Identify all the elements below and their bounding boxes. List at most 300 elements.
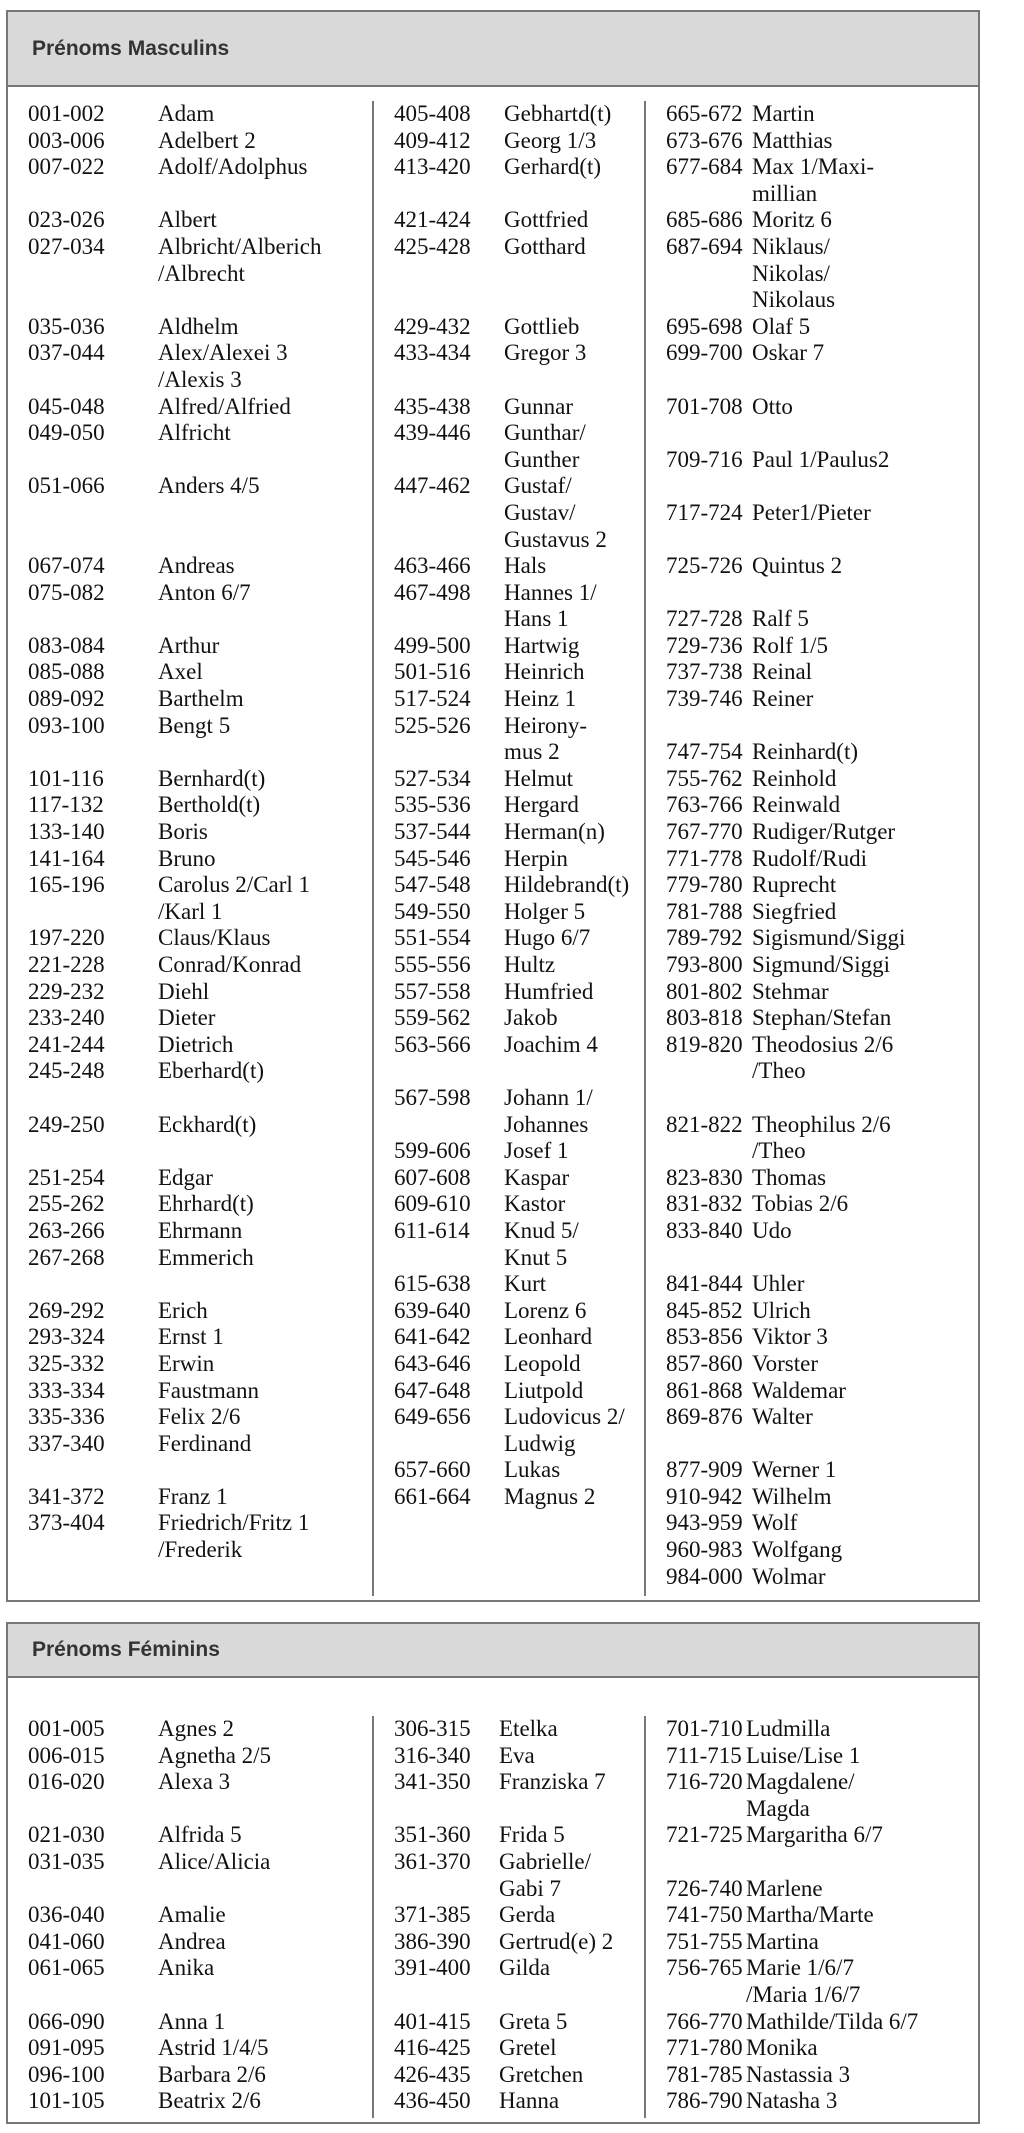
first-name: Axel <box>158 659 203 685</box>
first-name: Reinal <box>752 659 813 685</box>
table-row <box>374 1058 644 1085</box>
name-code-range: 007-022 <box>28 154 105 180</box>
table-row <box>8 2035 372 2062</box>
first-name: Gretchen <box>499 2061 584 2087</box>
first-name: Agnes 2 <box>158 1716 235 1741</box>
table-row <box>8 181 372 208</box>
table-row <box>646 1716 978 1743</box>
table-row <box>8 340 372 393</box>
first-name: Hildebrand(t) <box>504 872 630 898</box>
name-code-range: 386-390 <box>394 1928 471 1954</box>
name-code-range: 036-040 <box>28 1902 105 1928</box>
table-row <box>8 1218 372 1245</box>
name-code-range: 421-424 <box>394 207 471 233</box>
name-code-range: 525-526 <box>394 712 471 738</box>
first-name: Moritz 6 <box>752 207 832 233</box>
table-row <box>8 952 372 979</box>
table-row <box>374 1849 644 1902</box>
table-row <box>646 500 978 527</box>
table-row <box>646 1431 978 1458</box>
table-row <box>646 1902 978 1929</box>
name-code-range: 429-432 <box>394 313 471 339</box>
table-row <box>646 925 978 952</box>
first-name: Heirony- mus 2 <box>504 712 588 765</box>
name-code-range: 535-536 <box>394 792 471 818</box>
table-row <box>8 1404 372 1431</box>
table-row <box>8 633 372 660</box>
table-row <box>374 473 644 553</box>
first-name: Leonhard <box>504 1324 593 1350</box>
table-row <box>646 1298 978 1325</box>
first-name: Martin <box>752 101 815 126</box>
first-name: Sigmund/Siggi <box>752 952 891 978</box>
first-name: Frida 5 <box>499 1822 565 1848</box>
table-row <box>8 580 372 607</box>
name-code-range: 739-746 <box>666 686 743 712</box>
first-name: Reiner <box>752 686 814 712</box>
table-row <box>8 1955 372 1982</box>
name-code-range: 501-516 <box>394 659 471 685</box>
name-code-range: 737-738 <box>666 659 743 685</box>
first-name: Knud 5/ Knut 5 <box>504 1217 579 1270</box>
first-name: Leopold <box>504 1350 581 1376</box>
first-name: Alfred/Alfried <box>158 393 291 419</box>
table-row <box>374 420 644 473</box>
table-row <box>8 713 372 740</box>
table-row <box>374 2062 644 2089</box>
name-code-range: 267-268 <box>28 1244 105 1270</box>
first-name: Joachim 4 <box>504 1031 598 1057</box>
table-row <box>646 1876 978 1903</box>
first-name: Boris <box>158 819 208 845</box>
table-row <box>374 1298 644 1325</box>
name-code-range: 467-498 <box>394 579 471 605</box>
table-row <box>646 1324 978 1351</box>
table-row <box>8 234 372 287</box>
name-code-range: 657-660 <box>394 1457 471 1483</box>
table-row <box>8 1929 372 1956</box>
table-row <box>646 659 978 686</box>
table-row <box>374 394 644 421</box>
name-code-range: 335-336 <box>28 1404 105 1430</box>
first-name: Berthold(t) <box>158 792 261 818</box>
table-row <box>646 872 978 899</box>
table-row <box>8 1849 372 1876</box>
table-row <box>646 1378 978 1405</box>
name-code-range: 801-802 <box>666 978 743 1004</box>
table-row <box>646 527 978 554</box>
name-code-range: 756-765 <box>666 1955 743 1981</box>
name-code-range: 361-370 <box>394 1848 471 1874</box>
first-name: Andreas <box>158 553 235 579</box>
table-row <box>646 420 978 447</box>
table-row <box>374 1796 644 1823</box>
first-name: Wolfgang <box>752 1537 843 1563</box>
table-row <box>8 128 372 155</box>
first-name: Hultz <box>504 952 556 978</box>
first-name: Edgar <box>158 1164 213 1190</box>
table-row <box>8 1796 372 1823</box>
table-row <box>374 633 644 660</box>
first-name: Eberhard(t) <box>158 1058 264 1084</box>
name-code-range: 075-082 <box>28 579 105 605</box>
name-code-range: 035-036 <box>28 313 105 339</box>
table-row <box>374 713 644 766</box>
name-code-range: 016-020 <box>28 1769 105 1795</box>
table-row <box>646 580 978 607</box>
table-row <box>646 1849 978 1876</box>
first-name: Friedrich/Fritz 1 /Frederik <box>158 1510 310 1563</box>
first-name: Dieter <box>158 1005 216 1031</box>
first-name: Etelka <box>499 1716 558 1741</box>
name-code-range: 463-466 <box>394 553 471 579</box>
first-name: Alfrida 5 <box>158 1822 242 1848</box>
first-name: Ehrmann <box>158 1217 243 1243</box>
name-code-range: 563-566 <box>394 1031 471 1057</box>
name-code-range: 255-262 <box>28 1191 105 1217</box>
table-row <box>646 713 978 740</box>
name-code-range: 767-770 <box>666 819 743 845</box>
name-code-range: 037-044 <box>28 340 105 366</box>
first-name: Heinrich <box>504 659 585 685</box>
first-name: Anders 4/5 <box>158 473 260 499</box>
table-row <box>374 1218 644 1271</box>
table-row <box>646 553 978 580</box>
name-code-range: 615-638 <box>394 1271 471 1297</box>
table-row <box>374 766 644 793</box>
table-row <box>8 207 372 234</box>
table-row <box>374 846 644 873</box>
table-row <box>8 1324 372 1351</box>
name-code-range: 433-434 <box>394 340 471 366</box>
first-name: Gilda <box>499 1955 551 1981</box>
first-name: Hartwig <box>504 632 580 658</box>
name-code-range: 436-450 <box>394 2088 471 2114</box>
first-name: Martha/Marte <box>746 1902 874 1928</box>
table-row <box>374 261 644 314</box>
table-row <box>8 394 372 421</box>
name-code-range: 031-035 <box>28 1848 105 1874</box>
name-code-range: 337-340 <box>28 1430 105 1456</box>
table-row <box>646 2088 978 2115</box>
first-name: Nastassia 3 <box>746 2061 851 2087</box>
table-row <box>374 1138 644 1165</box>
masculine-column-2 <box>374 101 646 1596</box>
table-row <box>8 154 372 181</box>
table-row <box>374 1743 644 1770</box>
table-row <box>374 1902 644 1929</box>
first-name: Gottlieb <box>504 313 580 339</box>
first-name: Helmut <box>504 765 573 791</box>
table-row <box>646 340 978 367</box>
table-row <box>646 819 978 846</box>
name-code-range: 333-334 <box>28 1377 105 1403</box>
first-name: Lorenz 6 <box>504 1297 587 1323</box>
name-code-range: 066-090 <box>28 2008 105 2034</box>
first-name: Franziska 7 <box>499 1769 606 1795</box>
table-row <box>8 1112 372 1139</box>
table-row <box>646 1769 978 1822</box>
table-row <box>646 1484 978 1511</box>
table-row <box>374 1165 644 1192</box>
name-code-range: 249-250 <box>28 1111 105 1137</box>
table-row <box>646 952 978 979</box>
first-name: Gerda <box>499 1902 556 1928</box>
name-code-range: 527-534 <box>394 765 471 791</box>
first-name: Vorster <box>752 1350 819 1376</box>
table-row <box>8 766 372 793</box>
table-row <box>8 101 372 128</box>
table-row <box>8 925 372 952</box>
first-name: Alex/Alexei 3 /Alexis 3 <box>158 340 288 392</box>
name-code-range: 755-762 <box>666 765 743 791</box>
name-code-range: 416-425 <box>394 2035 471 2061</box>
name-code-range: 251-254 <box>28 1164 105 1190</box>
name-code-range: 439-446 <box>394 420 471 446</box>
name-code-range: 910-942 <box>666 1483 743 1509</box>
table-row <box>646 2035 978 2062</box>
name-code-range: 727-728 <box>666 606 743 632</box>
name-code-range: 695-698 <box>666 313 743 339</box>
table-row <box>374 952 644 979</box>
masculine-section-title: Prénoms Masculins <box>8 12 978 87</box>
name-code-range: 401-415 <box>394 2008 471 2034</box>
name-code-range: 241-244 <box>28 1031 105 1057</box>
name-code-range: 647-648 <box>394 1377 471 1403</box>
table-row <box>646 234 978 314</box>
name-code-range: 001-005 <box>28 1716 105 1741</box>
first-name: Siegfried <box>752 898 837 924</box>
first-name: Josef 1 <box>504 1138 569 1164</box>
feminine-column-3 <box>646 1716 978 2118</box>
table-row <box>8 553 372 580</box>
name-code-range: 609-610 <box>394 1191 471 1217</box>
name-code-range: 085-088 <box>28 659 105 685</box>
name-code-range: 101-105 <box>28 2088 105 2114</box>
first-name: Lukas <box>504 1457 561 1483</box>
table-row <box>8 1484 372 1511</box>
table-row <box>8 1902 372 1929</box>
table-row <box>646 846 978 873</box>
name-code-range: 045-048 <box>28 393 105 419</box>
table-row <box>374 1716 644 1743</box>
first-name: Hals <box>504 553 547 579</box>
first-name: Gregor 3 <box>504 340 587 366</box>
name-code-range: 405-408 <box>394 101 471 126</box>
first-name: Alexa 3 <box>158 1769 231 1795</box>
table-row <box>8 739 372 766</box>
first-name: Anton 6/7 <box>158 579 251 605</box>
name-code-range: 413-420 <box>394 154 471 180</box>
first-name: Erich <box>158 1297 208 1323</box>
first-name: Wolmar <box>752 1563 826 1589</box>
name-code-range: 293-324 <box>28 1324 105 1350</box>
name-code-range: 001-002 <box>28 101 105 126</box>
name-code-range: 771-780 <box>666 2035 743 2061</box>
table-row <box>374 979 644 1006</box>
table-row <box>8 1351 372 1378</box>
table-row <box>374 1032 644 1059</box>
table-row <box>374 872 644 899</box>
table-row <box>8 1822 372 1849</box>
name-code-range: 557-558 <box>394 978 471 1004</box>
first-name: Adam <box>158 101 215 126</box>
name-code-range: 779-780 <box>666 872 743 898</box>
table-row <box>646 1537 978 1564</box>
table-row <box>8 420 372 447</box>
first-name: Ernst 1 <box>158 1324 224 1350</box>
feminine-section-title: Prénoms Féminins <box>8 1624 978 1678</box>
table-row <box>646 899 978 926</box>
table-row <box>374 2009 644 2036</box>
name-code-range: 599-606 <box>394 1138 471 1164</box>
table-row <box>646 2062 978 2089</box>
first-name: Olaf 5 <box>752 313 811 339</box>
table-row <box>646 367 978 394</box>
first-name: Stehmar <box>752 978 829 1004</box>
first-name: Udo <box>752 1217 792 1243</box>
first-name: Matthias <box>752 127 833 153</box>
first-name: Eva <box>499 1742 535 1768</box>
name-code-range: 341-372 <box>28 1483 105 1509</box>
table-row <box>8 1769 372 1796</box>
table-row <box>646 101 978 128</box>
name-code-range: 833-840 <box>666 1217 743 1243</box>
first-name: Adelbert 2 <box>158 127 256 153</box>
name-code-range: 845-852 <box>666 1297 743 1323</box>
name-code-range: 639-640 <box>394 1297 471 1323</box>
first-name: Agnetha 2/5 <box>158 1742 272 1768</box>
first-name: Johann 1/ Johannes <box>504 1084 593 1137</box>
name-code-range: 041-060 <box>28 1928 105 1954</box>
table-row <box>374 819 644 846</box>
table-row <box>646 1510 978 1537</box>
table-row <box>374 128 644 155</box>
table-row <box>374 1005 644 1032</box>
table-row <box>8 314 372 341</box>
first-name: Wilhelm <box>752 1483 832 1509</box>
first-name: Hannes 1/ Hans 1 <box>504 579 597 632</box>
table-row <box>8 473 372 500</box>
table-row <box>646 1191 978 1218</box>
table-row <box>374 686 644 713</box>
name-code-range: 316-340 <box>394 1742 471 1768</box>
first-name: Ehrhard(t) <box>158 1191 254 1217</box>
first-name: Uhler <box>752 1271 805 1297</box>
name-code-range: 641-642 <box>394 1324 471 1350</box>
first-name: Niklaus/ Nikolas/ Nikolaus <box>752 233 836 313</box>
feminine-names-table <box>6 1622 980 2124</box>
name-code-range: 093-100 <box>28 712 105 738</box>
first-name: Kastor <box>504 1191 566 1217</box>
name-code-range: 984-000 <box>666 1563 743 1589</box>
table-row <box>8 447 372 474</box>
table-row <box>374 207 644 234</box>
table-row <box>8 606 372 633</box>
table-row <box>646 1218 978 1245</box>
table-row <box>8 1431 372 1458</box>
table-row <box>8 1191 372 1218</box>
name-code-range: 027-034 <box>28 233 105 259</box>
name-code-range: 006-015 <box>28 1742 105 1768</box>
name-code-range: 325-332 <box>28 1350 105 1376</box>
first-name: Tobias 2/6 <box>752 1191 849 1217</box>
name-code-range: 781-788 <box>666 898 743 924</box>
name-code-range: 391-400 <box>394 1955 471 1981</box>
name-code-range: 725-726 <box>666 553 743 579</box>
name-code-range: 729-736 <box>666 632 743 658</box>
name-code-range: 716-720 <box>666 1769 743 1795</box>
first-name: Waldemar <box>752 1377 846 1403</box>
first-name: Emmerich <box>158 1244 254 1270</box>
table-row <box>374 181 644 208</box>
table-row <box>374 1769 644 1796</box>
table-row <box>8 1005 372 1032</box>
first-name: Georg 1/3 <box>504 127 597 153</box>
name-code-range: 741-750 <box>666 1902 743 1928</box>
first-name: Eckhard(t) <box>158 1111 257 1137</box>
table-row <box>374 1982 644 2009</box>
table-row <box>646 1564 978 1591</box>
name-code-range: 853-856 <box>666 1324 743 1350</box>
first-name: Martina <box>746 1928 819 1954</box>
table-row <box>374 1324 644 1351</box>
first-name: Ferdinand <box>158 1430 252 1456</box>
first-name: Wolf <box>752 1510 798 1536</box>
first-name: Franz 1 <box>158 1483 228 1509</box>
table-row <box>646 1112 978 1165</box>
table-row <box>374 1351 644 1378</box>
first-name: Quintus 2 <box>752 553 843 579</box>
table-row <box>8 2062 372 2089</box>
name-code-range: 021-030 <box>28 1822 105 1848</box>
table-row <box>646 1457 978 1484</box>
first-name: Theophilus 2/6 /Theo <box>752 1111 891 1164</box>
table-row <box>8 1457 372 1484</box>
table-row <box>374 1457 644 1484</box>
first-name: Gretel <box>499 2035 557 2061</box>
name-code-range: 023-026 <box>28 207 105 233</box>
table-row <box>374 1378 644 1405</box>
table-row <box>374 2088 644 2115</box>
first-name: Mathilde/Tilda 6/7 <box>746 2008 919 2034</box>
name-code-range: 517-524 <box>394 686 471 712</box>
name-code-range: 793-800 <box>666 952 743 978</box>
first-name: Gotthard <box>504 233 586 259</box>
first-name: Aldhelm <box>158 313 239 339</box>
first-name: Liutpold <box>504 1377 584 1403</box>
feminine-columns <box>8 1678 978 2118</box>
first-name: Holger 5 <box>504 898 586 924</box>
name-code-range: 699-700 <box>666 340 743 366</box>
first-name: Conrad/Konrad <box>158 952 302 977</box>
first-name: Herman(n) <box>504 819 605 845</box>
first-name: Werner 1 <box>752 1457 837 1483</box>
table-row <box>646 792 978 819</box>
first-name: Peter1/Pieter <box>752 499 871 525</box>
table-row <box>646 154 978 207</box>
table-row <box>374 340 644 367</box>
table-row <box>374 1085 644 1138</box>
table-row <box>646 686 978 713</box>
table-row <box>374 1191 644 1218</box>
name-code-range: 549-550 <box>394 898 471 924</box>
first-name: Kurt <box>504 1271 547 1297</box>
table-row <box>646 1822 978 1849</box>
table-row <box>8 1510 372 1563</box>
table-row <box>374 101 644 128</box>
first-name: Beatrix 2/6 <box>158 2088 261 2114</box>
